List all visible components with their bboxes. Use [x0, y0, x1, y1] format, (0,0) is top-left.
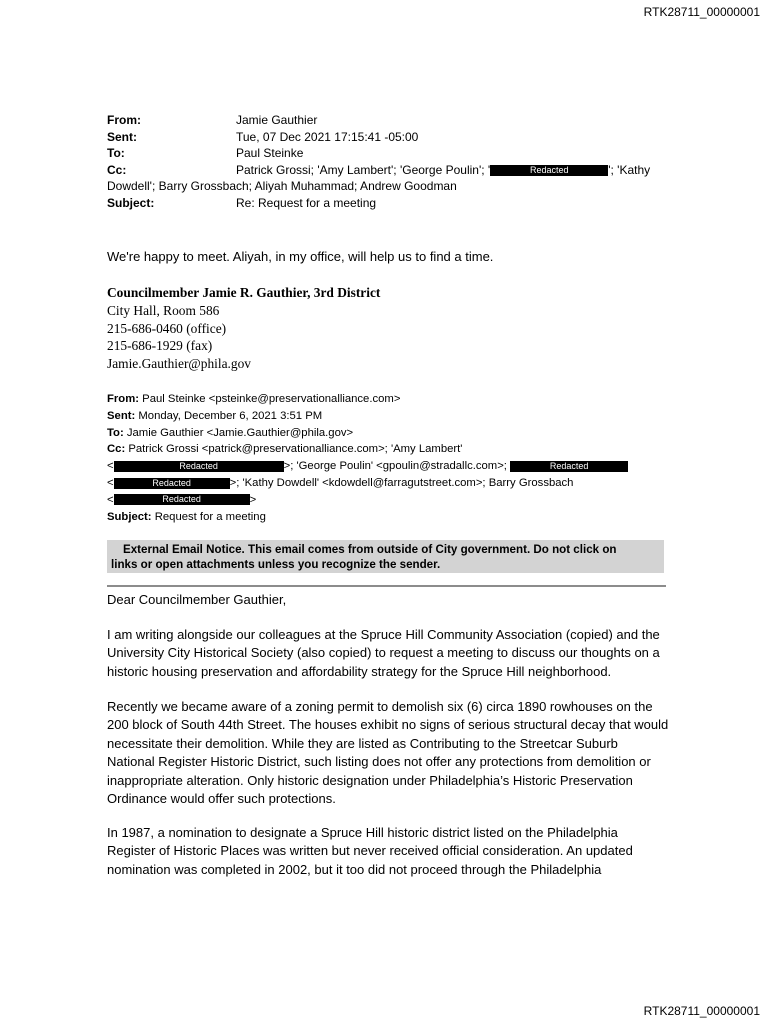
signature-line: 215-686-0460 (office): [107, 320, 227, 336]
header-to-row: [107, 145, 667, 162]
fwd-cc-line1: Patrick Grossi <patrick@preservationalliance.com>; 'Amy Lambert': [128, 443, 463, 456]
fwd-to-value: Jamie Gauthier <Jamie.Gauthier@phila.gov>: [126, 426, 354, 439]
redaction-box: Redacted: [490, 165, 608, 176]
fwd-from-value: Paul Steinke <psteinke@preservationalliance.com>: [142, 393, 401, 405]
fwd-cc-label: Cc:: [107, 443, 126, 456]
header-cc-value: [236, 162, 667, 179]
signature-line: 215-686-1929 (fax): [107, 338, 213, 354]
fwd-sent-label: Sent:: [107, 409, 136, 422]
header-from-row: [107, 112, 667, 129]
signature-line: City Hall, Room 586: [107, 302, 220, 318]
fwd-subject-row: [107, 509, 667, 526]
header-sent-value: Tue, 07 Dec 2021 17:15:41 -05:00: [236, 129, 419, 144]
header-cc-part1: Patrick Grossi; 'Amy Lambert'; 'George Poulin'; ': [236, 162, 491, 177]
redaction-box: Redacted: [510, 461, 628, 472]
header-cc-label: Cc:: [107, 162, 127, 177]
signature-email: Jamie.Gauthier@phila.gov: [107, 356, 251, 372]
fwd-sent-value: Monday, December 6, 2021 3:51 PM: [138, 409, 323, 422]
signature-line: Councilmember Jamie R. Gauthier, 3rd District: [107, 285, 381, 300]
redaction-box: Redacted: [114, 494, 250, 505]
divider: [107, 585, 666, 587]
notice-line2: links or open attachments unless you recognize the sender.: [111, 558, 441, 572]
fwd-cc-line2: < Redacted >; 'George Poulin' <gpoulin@stradallc.com>; Redacted: [107, 458, 667, 475]
header-subject-label: Subject:: [107, 195, 155, 210]
salutation: Dear Councilmember Gauthier,: [107, 592, 287, 607]
fwd-to-row: [107, 425, 667, 442]
letter-paragraph-1: I am writing alongside our colleagues at the Spruce Hill Community Association (copied) and the University City Historical Society (also copied) to request a meeting to discuss our thoughts on a historic housing preservation and affordability strategy for the Spruce Hill neighborhood.: [107, 627, 660, 679]
header-subject-value: Re: Request for a meeting: [236, 195, 377, 210]
bates-number-bottom: RTK28711_00000001: [643, 1004, 760, 1018]
header-cc-row: [107, 162, 667, 179]
fwd-sent-row: [107, 408, 667, 425]
notice-line1: External Email Notice. This email comes from outside of City government. Do not click on: [123, 543, 617, 556]
fwd-from-row: [107, 391, 667, 408]
forwarded-header: [107, 391, 667, 525]
fwd-cc-line3: < Redacted >; 'Kathy Dowdell' <kdowdell@farragutstreet.com>; Barry Grossbach: [107, 476, 574, 489]
fwd-subject-value: Request for a meeting: [154, 510, 266, 523]
redaction-box: Redacted: [114, 478, 230, 489]
header-from-label: From:: [107, 113, 141, 127]
fwd-cc-row: [107, 441, 667, 458]
letter-paragraph-2: Recently we became aware of a zoning permit to demolish six (6) circa 1890 rowhouses on the 200 block of South 44th Street. The houses exhibit no signs of serious structural decay that would necessitate their demolition. While they are listed as Contributing to the Streetcar Suburb National Register Historic District, such listing does not offer any protections from demolition or inappropriate alteration. Only historic designation under Philadelphia’s Historic Preservation Ordinance would offer such protections.: [107, 699, 669, 807]
header-sent-row: [107, 129, 667, 146]
email-header: [107, 112, 667, 212]
external-email-notice: [107, 540, 664, 573]
bates-number-top: RTK28711_00000001: [643, 5, 760, 19]
fwd-subject-label: Subject:: [107, 510, 152, 523]
fwd-from-label: From:: [107, 393, 140, 405]
signature-block: [107, 284, 380, 373]
fwd-to-label: To:: [107, 426, 124, 439]
header-cc-line2: Dowdell'; Barry Grossbach; Aliyah Muhammad; Andrew Goodman: [107, 179, 457, 194]
fwd-cc-line4: < Redacted >: [107, 493, 257, 506]
redaction-box: Redacted: [114, 461, 284, 472]
letter-paragraph-3: In 1987, a nomination to designate a Spruce Hill historic district listed on the Philadelphia Register of Historic Places was written but never received official consideration. An updated nomination was completed in 2002, but it too did not proceed through the Philadelphia: [107, 825, 633, 877]
header-to-label: To:: [107, 146, 125, 161]
header-sent-label: Sent:: [107, 129, 137, 144]
header-to-value: Paul Steinke: [236, 146, 304, 161]
header-from-value: Jamie Gauthier: [236, 113, 318, 127]
header-cc-part2: '; 'Kathy: [608, 162, 651, 177]
header-subject-row: [107, 195, 667, 212]
reply-text: We're happy to meet. Aliyah, in my office, will help us to find a time.: [107, 249, 494, 264]
